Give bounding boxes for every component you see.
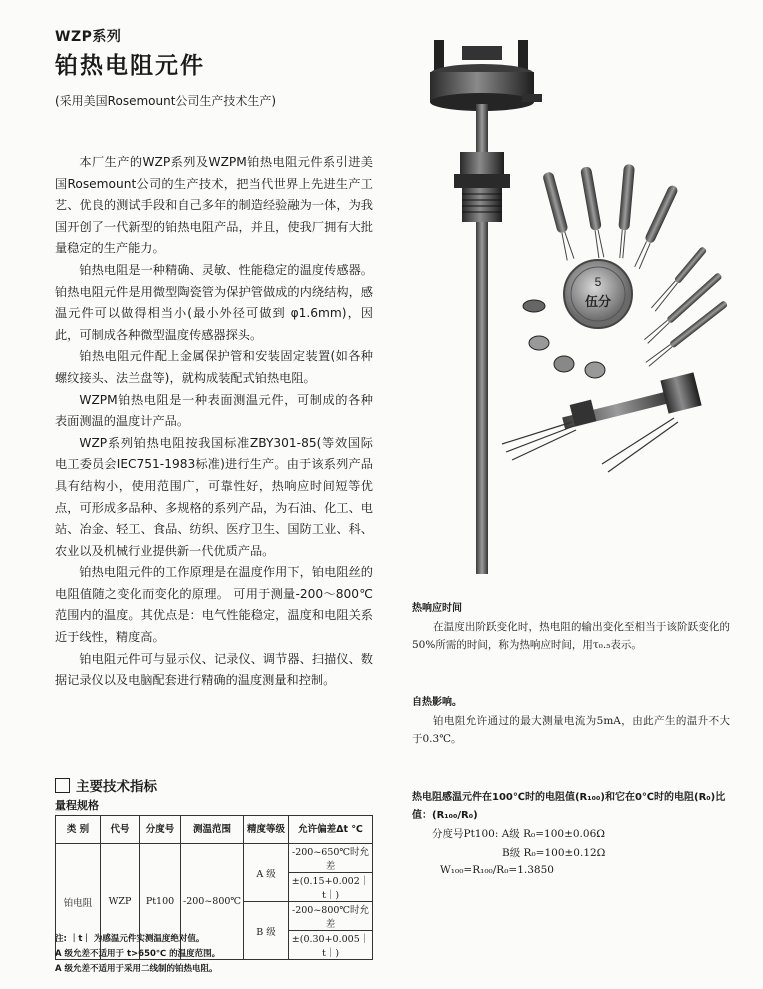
note-line: 注: ｜t｜ 为感温元件实测温度绝对值。 xyxy=(55,934,205,944)
spec-heading xyxy=(55,775,157,795)
sensor-elements xyxy=(542,164,728,367)
page-subtitle: (采用美国Rosemount公司生产技术生产) xyxy=(55,94,277,108)
header-code: 代号 xyxy=(101,816,140,844)
cell-tolerance-b1: -200~800℃时允差 xyxy=(289,902,373,931)
header-category: 类 别 xyxy=(56,816,101,844)
thread-fitting xyxy=(454,152,510,222)
cell-code: WZP xyxy=(101,844,140,960)
cell-range: -200~800℃ xyxy=(181,844,244,960)
intro-paragraph: WZP系列铂热电阻按我国标准ZBY301-85(等效国际电工委员会IEC751-1983标准)进行生产。由于该系列产品具有结构小，使用范围广，可靠性好，热响应时间短等优点，可形成多品种、多规格的系列产品，为石油、化工、电站、冶金、轻工、食品、纺织、医疗卫生、国防工业、科、农业以及机械行业提供新一代优质产品。 xyxy=(55,435,373,558)
ratio-section xyxy=(412,789,730,825)
intro-paragraph: 铂热电阻是一种精确、灵敏、性能稳定的温度传感器。铂热电阻元件是用微型陶瓷管为保护管做成的内绕结构，感温元件可以做得相当小(最小外径可做到 φ1.6mm)，因此，可制成各种微型温度传感器探头。 xyxy=(55,262,373,342)
cell-graduation: Pt100 xyxy=(140,844,181,960)
header-graduation: 分度号 xyxy=(140,816,181,844)
intro-paragraph: 铂热电阻元件配上金属保护管和安装固定装置(如各种螺纹接头、法兰盘等)，就构成装配式铂热电阻。 xyxy=(55,349,373,385)
table-notes xyxy=(55,932,220,977)
header-grade: 精度等级 xyxy=(244,816,289,844)
ratio-line-a: 分度号Pt100: A级 R₀=100±0.06Ω xyxy=(432,828,605,840)
selfheat-text: 铂电阻允许通过的最大测量电流为5mA，由此产生的温升不大于0.3℃。 xyxy=(412,715,730,745)
spec-heading-text: 主要技术指标 xyxy=(76,779,157,795)
ratio-line-b: B级 R₀=100±0.12Ω xyxy=(502,847,606,859)
ratio-heading: 热电阻感温元件在100℃时的电阻值(R₁₀₀)和它在0℃时的电阻(R₀)比值：(R₁₀₀/R₀) xyxy=(412,792,726,821)
intro-paragraph: WZPM铂热电阻是一种表面测温元件，可制成的各种表面测温的温度计产品。 xyxy=(55,392,373,429)
cell-grade-b: B 级 xyxy=(244,902,289,960)
cell-grade-a: A 级 xyxy=(244,844,289,902)
cell-tolerance-a1: -200~650℃时允差 xyxy=(289,844,373,873)
cell-tolerance-b2: ±(0.30+0.005｜t｜) xyxy=(289,931,373,960)
table-row xyxy=(56,844,373,873)
intro-text xyxy=(55,152,373,692)
response-text: 在温度出阶跃变化时，热电阻的输出变化至相当于该阶跃变化的50%所需的时间，称为热响应时间，用τ₀.₅表示。 xyxy=(412,621,730,651)
intro-paragraph: 铂电阻元件可与显示仪、记录仪、调节器、扫描仪、数据记录仪以及电脑配套进行精确的温度测量和控制。 xyxy=(55,651,373,688)
intro-paragraph: 本厂生产的WZP系列及WZPM铂热电阻元件系引进美国Rosemount公司的生产技术，把当代世界上先进生产工艺、优良的测试手段和自己多年的制造经验融为一体，为我国开创了一代新型的铂热电阻产品，并且，使我厂拥有大批量稳定的生产能力。 xyxy=(55,155,373,256)
header-tolerance: 允许偏差Δt ℃ xyxy=(289,816,373,844)
product-photo xyxy=(402,24,740,594)
coin-value: 5 xyxy=(594,275,602,289)
coin xyxy=(564,260,632,328)
checkbox-icon xyxy=(55,778,70,793)
cell-category: 铂电阻 xyxy=(56,844,101,960)
table-header-row xyxy=(56,816,373,844)
ratio-line-w: W₁₀₀=R₁₀₀/R₀=1.3850 xyxy=(440,864,554,876)
response-section xyxy=(412,600,730,654)
coin-text: 伍分 xyxy=(584,295,612,310)
note-line: A 级允差不适用于 t>650℃ 的温度范围。 xyxy=(55,949,221,959)
selfheat-section xyxy=(412,694,730,748)
header-range: 测温范围 xyxy=(181,816,244,844)
cell-tolerance-a2: ±(0.15+0.002｜t｜) xyxy=(289,873,373,902)
intro-paragraph: 铂热电阻元件的工作原理是在温度作用下，铂电阻丝的电阻值随之变化而变化的原理。 可用于测量-200～800℃范围内的温度。其优点是：电气性能稳定，温度和电阻关系近于线性，精度高。 xyxy=(55,565,373,645)
note-line: A 级允差不适用于采用二线制的铂热电阻。 xyxy=(55,964,218,974)
page-title: 铂热电阻元件 xyxy=(55,53,205,79)
response-heading: 热响应时间 xyxy=(412,603,462,614)
assembled-sensor xyxy=(502,372,702,472)
series-label: WZP系列 xyxy=(55,29,122,45)
selfheat-heading: 自热影响。 xyxy=(412,697,462,708)
terminal-head xyxy=(430,40,542,111)
spec-subheading: 量程规格 xyxy=(55,799,99,812)
